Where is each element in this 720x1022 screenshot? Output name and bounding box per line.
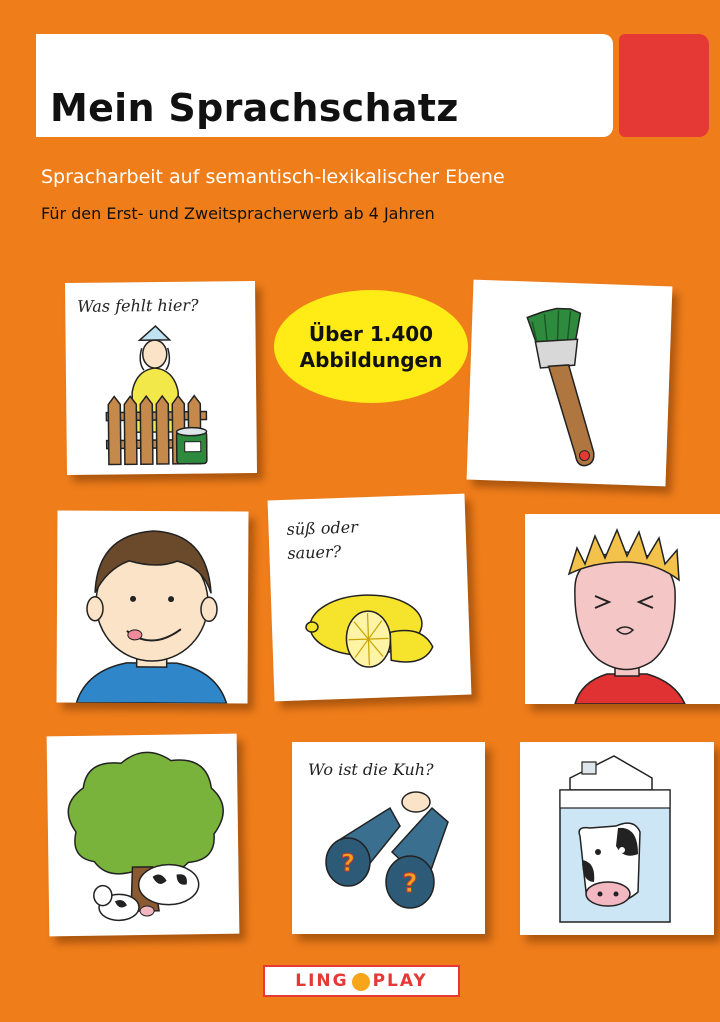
sour-boy-illustration — [525, 514, 720, 704]
badge-line-1: Über 1.400 — [308, 321, 434, 346]
paint-brush-illustration — [467, 280, 673, 487]
card-lemon — [268, 494, 472, 702]
logo-text-left: LING — [295, 971, 349, 991]
card-sour-face-boy — [525, 514, 720, 704]
milk-carton-illustration — [520, 742, 714, 935]
logo-text-right: PLAY — [372, 971, 428, 991]
card-binoculars — [292, 742, 485, 934]
card-caption: Was fehlt hier? — [77, 295, 199, 316]
book-subtitle: Spracharbeit auf semantisch-lexikalischer Ebene — [41, 166, 505, 188]
happy-boy-illustration — [56, 511, 248, 704]
card-paint-brush — [467, 280, 673, 487]
smiley-icon — [352, 973, 370, 991]
card-tree-cows — [47, 734, 240, 937]
card-happy-boy — [56, 511, 248, 704]
card-caption-line-2: sauer? — [287, 541, 342, 563]
publisher-logo — [263, 965, 460, 997]
card-painter-fence — [65, 281, 257, 475]
badge-line-2: Abbildungen — [299, 347, 443, 372]
lemon-illustration — [268, 494, 472, 702]
binoculars-illustration — [292, 742, 485, 934]
book-title: Mein Sprachschatz — [50, 86, 459, 130]
card-caption: Wo ist die Kuh? — [308, 760, 434, 779]
painter-illustration — [65, 281, 257, 475]
tree-cows-illustration — [47, 734, 240, 937]
red-corner-tab — [619, 34, 709, 137]
count-badge — [274, 290, 468, 403]
card-milk-carton — [520, 742, 714, 935]
svg-text:?: ? — [402, 869, 418, 899]
title-banner — [36, 34, 613, 137]
card-caption-line-1: süß oder — [286, 517, 359, 539]
svg-text:?: ? — [341, 849, 355, 877]
book-target-audience: Für den Erst- und Zweitspracherwerb ab 4 Jahren — [41, 204, 435, 223]
